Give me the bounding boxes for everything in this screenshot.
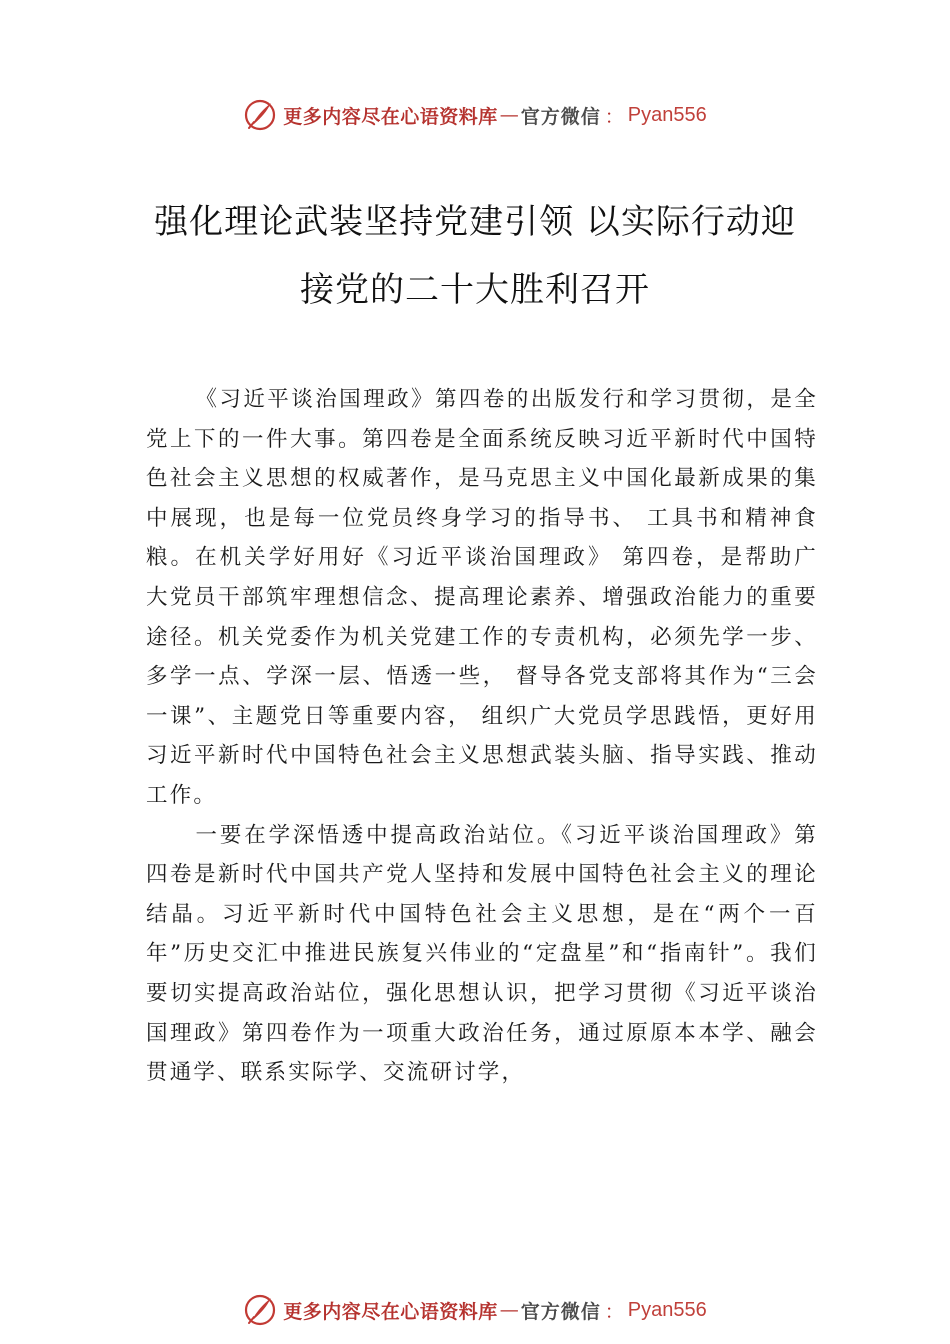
footer-banner: [0, 1290, 950, 1330]
paragraph-first-point: 一要在学深悟透中提高政治站位。《习近平谈治国理政》第四卷是新时代中国共产党人坚持和发展中国特色社会主义的理论结晶。习近平新时代中国特色社会主义思想，是在“两个一百年”历史交汇中推进民族复兴伟业的“定盘星”和“指南针”。我们要切实提高政治站位，强化思想认识，把学习贯彻《习近平谈治国理政》第四卷作为一项重大政治任务，通过原原本本学、融会贯通学、联系实际学、交流研讨学，: [146, 822, 818, 1086]
banner-brand-text: 更多内容尽在心语资料库: [283, 1300, 498, 1323]
quill-logo-icon: [243, 98, 277, 132]
banner-dash: —: [499, 104, 519, 126]
banner-colon: ：: [604, 1300, 624, 1323]
banner-wechat-id: Pyan556: [627, 103, 707, 126]
banner-colon: ：: [604, 105, 624, 128]
paragraph-intro: 《习近平谈治国理政》第四卷的出版发行和学习贯彻，是全党上下的一件大事。第四卷是全面系统反映习近平新时代中国特色社会主义思想的权威著作，是马克思主义中国化最新成果的集中展现，也是每一位党员终身学习的指导书、 工具书和精神食粮。在机关学好用好《习近平谈治国理政》 第四卷，是帮助广大党员干部筑牢理想信念、提高理论素养、增强政治能力的重要途径。机关党委作为机关党建工作的专责机构，必须先学一步、多学一点、学深一层、悟透一些， 督导各党支部将其作为“三会一课”、主题党日等重要内容， 组织广大党员学思践悟，更好用习近平新时代中国特色社会主义思想武装头脑、指导实践、推动工作。: [146, 387, 818, 808]
document-body: [146, 380, 818, 1093]
banner-dash: —: [499, 1299, 519, 1321]
banner-official-text: 官方微信: [520, 1300, 601, 1323]
title-line-1: 强化理论武装坚持党建引领 以实际行动迎: [154, 202, 796, 242]
banner-official-text: 官方微信: [520, 105, 601, 128]
banner-wechat-id: Pyan556: [627, 1298, 707, 1321]
title-line-2: 接党的二十大胜利召开: [300, 270, 650, 310]
header-banner: [0, 95, 950, 135]
quill-logo-icon: [243, 1293, 277, 1327]
banner-brand-text: 更多内容尽在心语资料库: [283, 105, 498, 128]
document-title: [0, 188, 950, 324]
